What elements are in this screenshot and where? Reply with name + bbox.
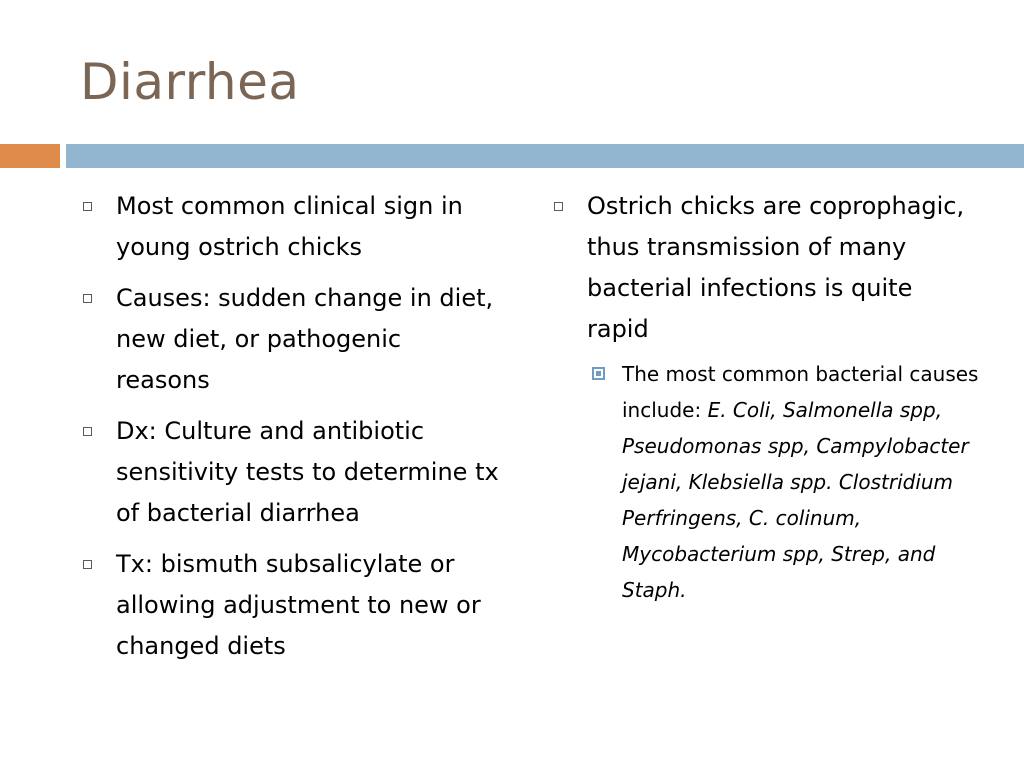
bullet-text: Ostrich chicks are coprophagic, thus transmission of many bacterial infections is quite rapid	[587, 192, 965, 343]
bullet-text: Causes: sudden change in diet, new diet, or pathogenic reasons	[116, 284, 494, 394]
square-bullet-icon	[83, 294, 92, 303]
sub-bullet-list	[549, 356, 979, 608]
list-item	[78, 186, 502, 268]
list-item	[78, 411, 502, 534]
bullet-text: Tx: bismuth subsalicylate or allowing adjustment to new or changed diets	[116, 550, 481, 660]
square-bullet-icon	[83, 202, 92, 211]
square-bullet-icon	[83, 560, 92, 569]
list-item	[78, 278, 502, 401]
left-bullet-list	[78, 186, 502, 667]
sub-list-item	[584, 356, 979, 608]
list-item	[78, 544, 502, 667]
blue-accent-bar	[66, 144, 1024, 168]
right-column	[549, 186, 979, 608]
slide-title: Diarrhea	[80, 53, 300, 111]
sub-bullet-lead: The most common bacterial causes include:	[622, 362, 979, 422]
orange-accent-bar	[0, 144, 60, 168]
bullet-text: Dx: Culture and antibiotic sensitivity tests to determine tx of bacterial diarrhea	[116, 417, 499, 527]
square-bullet-icon	[83, 427, 92, 436]
filled-square-bullet-icon	[592, 367, 605, 380]
square-bullet-icon	[554, 202, 563, 211]
bullet-text: Most common clinical sign in young ostrich chicks	[116, 192, 463, 261]
right-bullet-list	[549, 186, 979, 350]
list-item	[549, 186, 979, 350]
sub-bullet-species: E. Coli, Salmonella spp, Pseudomonas spp, Campylobacter jejani, Klebsiella spp. Clostridium Perfringens, C. colinum, Mycobacterium spp, Strep, and Staph.	[622, 398, 969, 602]
left-column	[78, 186, 502, 677]
